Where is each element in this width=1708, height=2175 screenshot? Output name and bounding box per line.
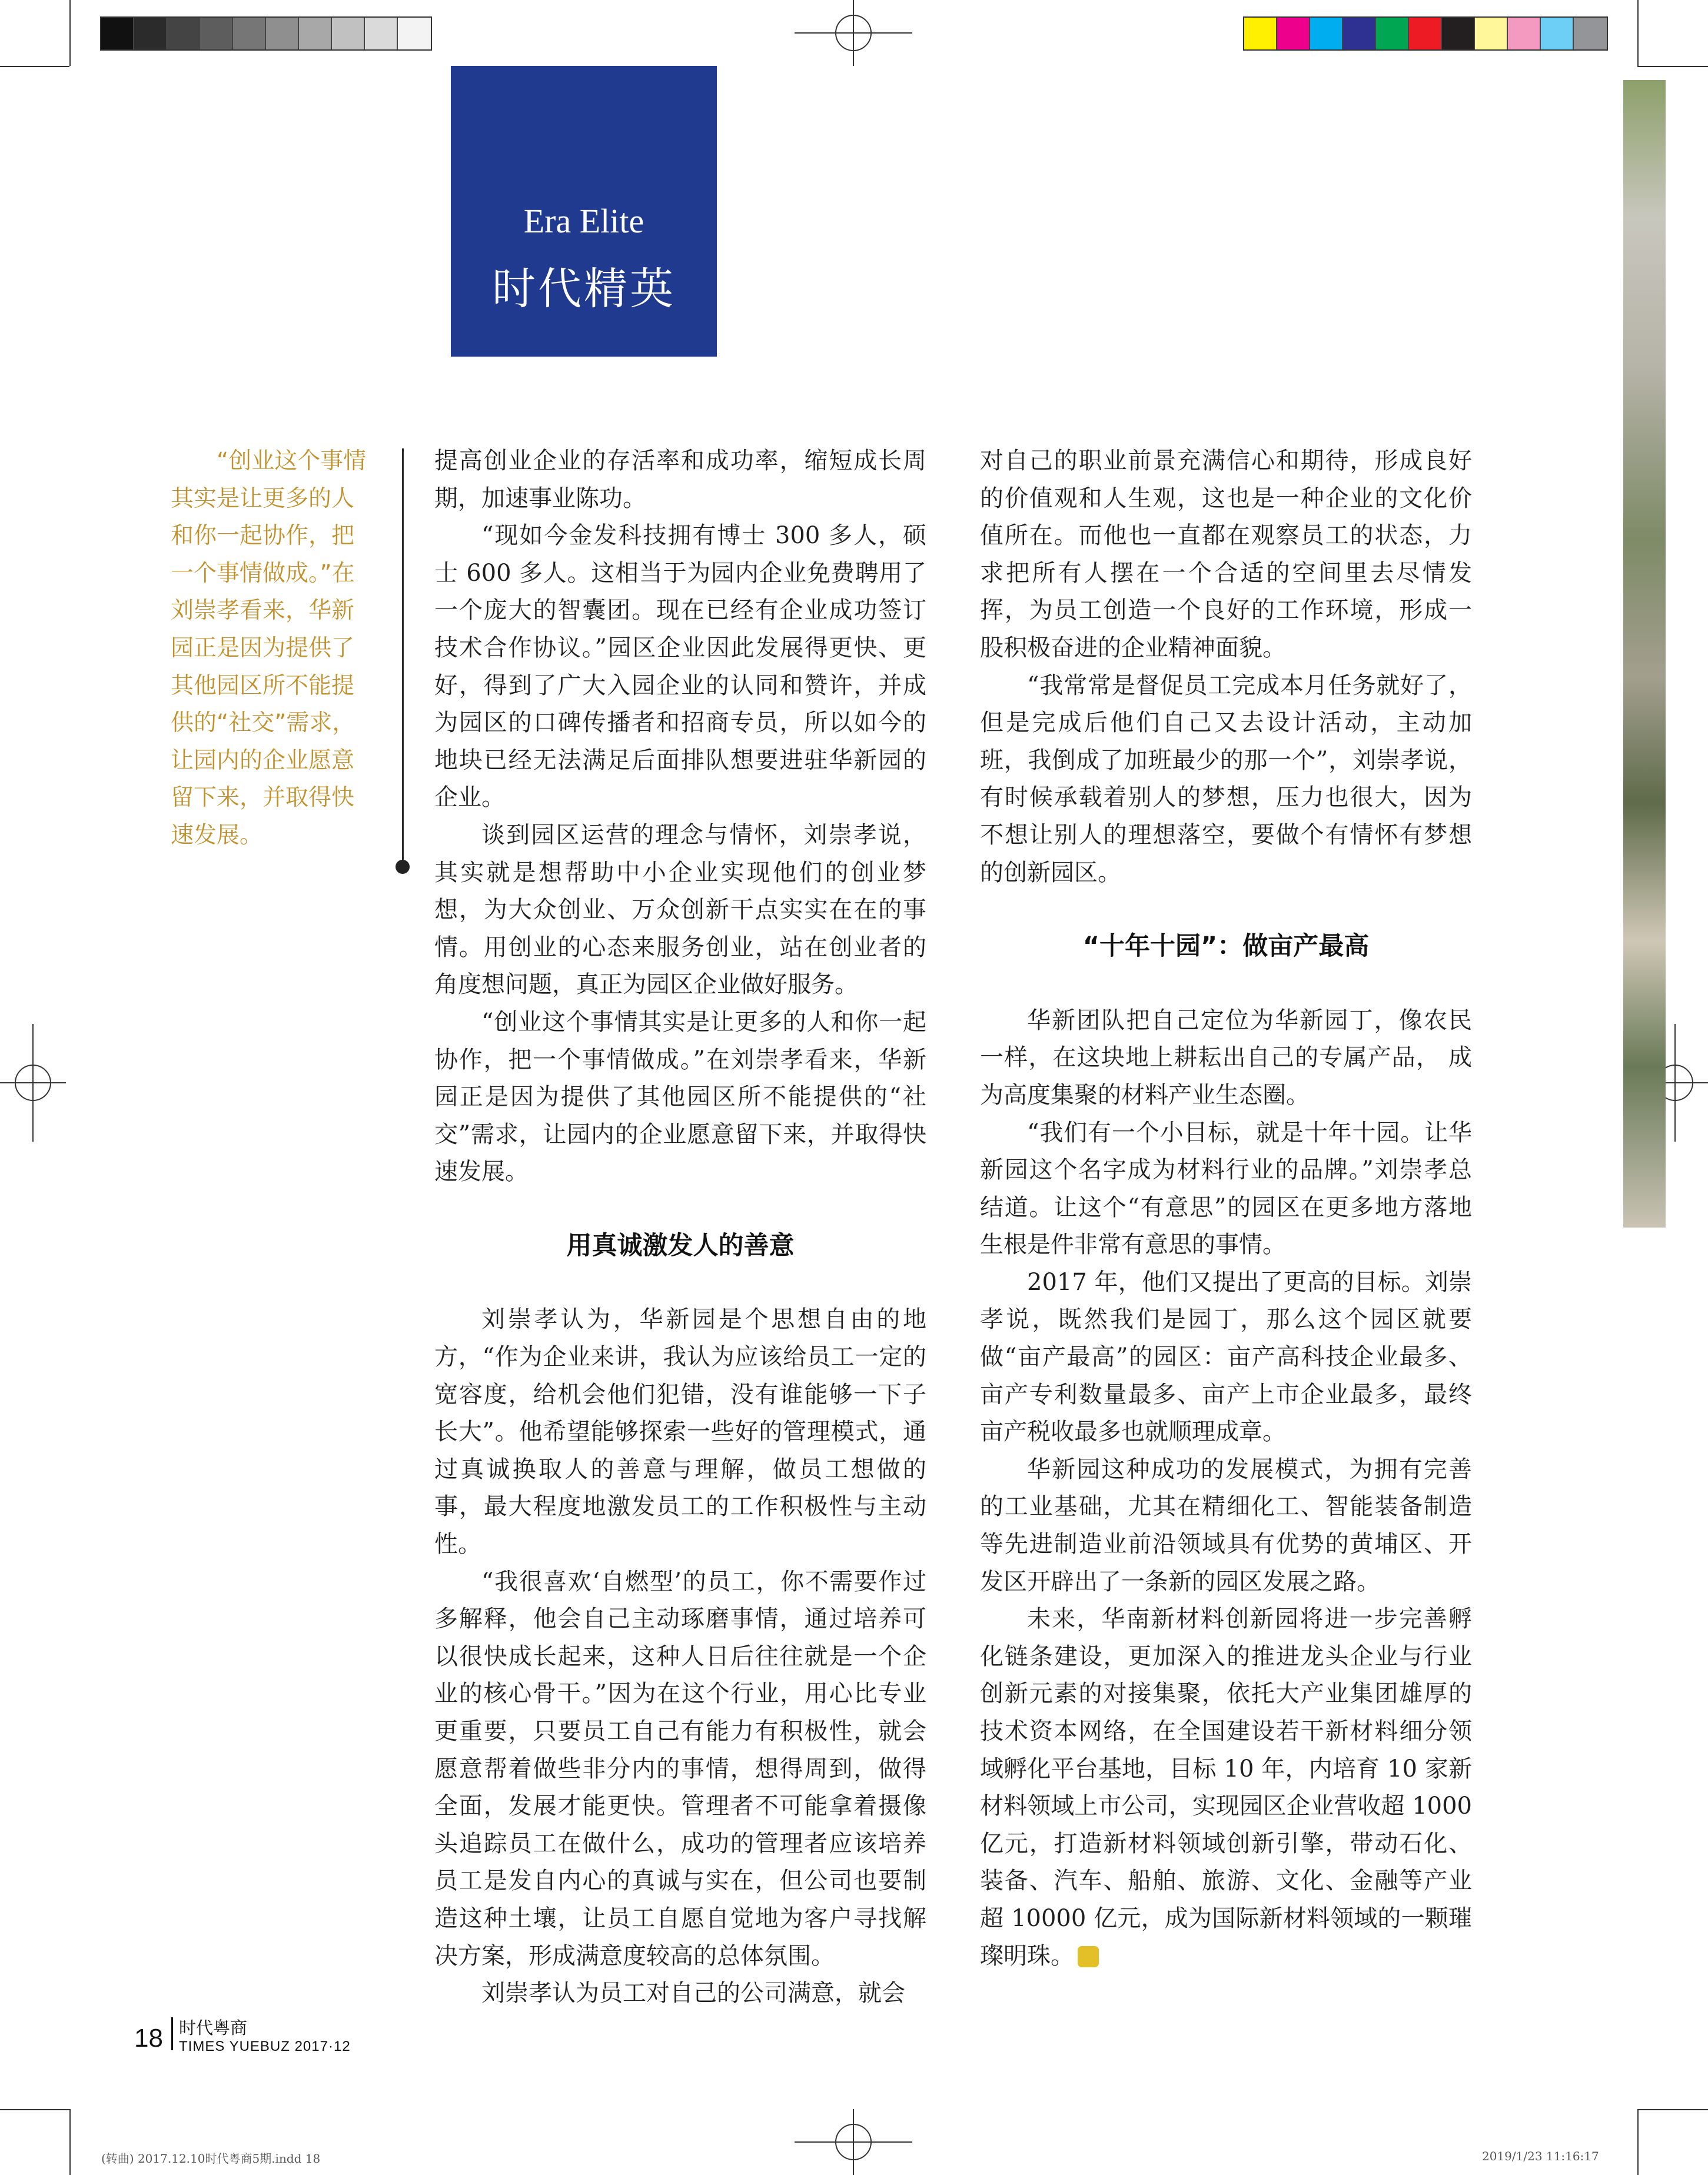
color-swatch: [332, 18, 365, 49]
pull-quote-text: “创业这个事情其实是让更多的人和你一起协作，把一个事情做成。”在刘崇孝看来，华新园正是因为提供了其他园区所不能提供的“社交”需求，让园内的企业愿意留下来，并取得快速发展。: [171, 448, 367, 849]
color-swatch: [1574, 18, 1607, 49]
color-swatch: [167, 18, 200, 49]
print-slug-date: 2019/1/23 11:16:17: [1482, 2149, 1599, 2163]
folio-divider: [171, 2017, 173, 2050]
subheading: “十年十园”：做亩产最高: [1082, 932, 1370, 962]
pull-quote-dot: [396, 860, 410, 874]
registration-mark-bottom: [795, 2109, 912, 2175]
crop-mark: [0, 2109, 69, 2110]
paragraph: 2017 年，他们又提出了更高的目标。刘崇孝说，既然我们是园丁，那么这个园区就要做“亩产最高”的园区：亩产高科技企业最多、亩产专利数量最多、亩产上市企业最多，最终亩产税收最多也就顺理成章。: [980, 1268, 1472, 1446]
article-column-2: [980, 443, 1472, 1975]
section-title-zh: 时代精英: [492, 264, 676, 314]
article-column-1: [434, 443, 926, 2013]
paragraph: “我常常是督促员工完成本月任务就好了，但是完成后他们自己又去设计活动，主动加班，我倒成了加班最少的那一个”，刘崇孝说，有时候承载着别人的梦想，压力也很大，因为不想让别人的理想落空，要做个有情怀有梦想的创新园区。: [980, 671, 1472, 886]
crop-mark: [69, 0, 71, 66]
color-swatch: [365, 18, 398, 49]
crop-mark: [1637, 0, 1639, 66]
color-swatch: [1310, 18, 1343, 49]
crop-mark: [1637, 2109, 1708, 2110]
registration-mark-top: [795, 0, 912, 66]
magazine-name-zh: 时代粤商: [179, 2018, 248, 2038]
subheading: 用真诚激发人的善意: [566, 1230, 795, 1261]
registration-mark-left: [0, 1024, 66, 1142]
color-swatch: [299, 18, 332, 49]
section-title-en: Era Elite: [523, 202, 644, 240]
color-calibration-bar: [1243, 16, 1608, 51]
end-mark-icon: [1078, 1946, 1099, 1967]
crop-mark: [69, 2109, 71, 2175]
section-header-box: [451, 66, 717, 357]
paragraph: 华新团队把自己定位为华新园丁，像农民一样，在这块地上耕耘出自己的专属产品， 成为高度集聚的材料产业生态圈。: [980, 1006, 1472, 1109]
crop-mark: [0, 66, 69, 67]
paragraph: “我很喜欢‘自燃型’的员工，你不需要作过多解释，他会自己主动琢磨事情，通过培养可以很快成长起来，这种人日后往往就是一个企业的核心骨干。”因为在这个行业，用心比专业更重要，只要员工自己有能力有积极性，就会愿意帮着做些非分内的事情，想得周到，做得全面，发展才能更快。管理者不可能拿着摄像头追踪员工在做什么，成功的管理者应该培养员工是发自内心的真诚与实在，但公司也要制造这种土壤，让员工自愿自觉地为客户寻找解决方案，形成满意度较高的总体氛围。: [434, 1568, 926, 1970]
color-swatch: [134, 18, 167, 49]
color-swatch: [1277, 18, 1310, 49]
color-swatch: [1475, 18, 1508, 49]
page-number: 18: [134, 2024, 163, 2053]
color-swatch: [1244, 18, 1277, 49]
color-swatch: [101, 18, 134, 49]
gray-calibration-bar: [100, 16, 432, 51]
paragraph: 谈到园区运营的理念与情怀，刘崇孝说，其实就是想帮助中小企业实现他们的创业梦想，为大众创业、万众创新干点实实在在的事情。用创业的心态来服务创业，站在创业者的角度想问题，真正为园区企业做好服务。: [434, 821, 926, 999]
color-swatch: [1343, 18, 1376, 49]
paragraph: 对自己的职业前景充满信心和期待，形成良好的价值观和人生观，这也是一种企业的文化价值所在。而他也一直都在观察员工的状态，力求把所有人摆在一个合适的空间里去尽情发挥，为员工创造一个良好的工作环境，形成一股积极奋进的企业精神面貌。: [980, 447, 1472, 661]
paragraph-final-text: 未来，华南新材料创新园将进一步完善孵化链条建设，更加深入的推进龙头企业与行业创新元素的对接集聚，依托大产业集团雄厚的技术资本网络，在全国建设若干新材料细分领域孵化平台基地，目标 10 年，内培育 10 家新材料领域上市公司，实现园区企业营收超 1000 亿元，打造新材料领域创新引擎，带动石化、装备、汽车、船舶、旅游、文化、金融等产业超 10000 亿元，成为国际新材料领域的一颗璀璨明珠。: [980, 1605, 1472, 1970]
paragraph: “我们有一个小目标，就是十年十园。让华新园这个名字成为材料行业的品牌。”刘崇孝总结道。让这个“有意思”的园区在更多地方落地生根是件非常有意思的事情。: [980, 1119, 1472, 1259]
paragraph: 华新园这种成功的发展模式，为拥有完善的工业基础，尤其在精细化工、智能装备制造等先进制造业前沿领域具有优势的黄埔区、开发区开辟出了一条新的园区发展之路。: [980, 1455, 1472, 1595]
color-swatch: [1409, 18, 1442, 49]
crop-mark: [1637, 2109, 1639, 2175]
color-swatch: [200, 18, 233, 49]
color-swatch: [1442, 18, 1475, 49]
paragraph: 提高创业企业的存活率和成功率，缩短成长周期，加速事业陈功。: [434, 447, 926, 512]
paragraph-final: [980, 1601, 1472, 1975]
magazine-name-en: TIMES YUEBUZ 2017·12: [179, 2038, 351, 2054]
color-swatch: [1541, 18, 1574, 49]
paragraph: “创业这个事情其实是让更多的人和你一起协作，把一个事情做成。”在刘崇孝看来，华新园正是因为提供了其他园区所不能提供的“社交”需求，让园内的企业愿意留下来，并取得快速发展。: [434, 1008, 926, 1186]
color-swatch: [1508, 18, 1541, 49]
print-slug-file: (转曲) 2017.12.10时代粤商5期.indd 18: [101, 2151, 321, 2166]
color-swatch: [266, 18, 299, 49]
pull-quote: [171, 443, 376, 854]
paragraph: 刘崇孝认为员工对自己的公司满意，就会: [481, 1980, 905, 2007]
color-swatch: [398, 18, 431, 49]
crop-mark: [1637, 66, 1708, 67]
paragraph: “现如今金发科技拥有博士 300 多人，硕士 600 多人。这相当于为园内企业免费聘用了一个庞大的智囊团。现在已经有企业成功签订技术合作协议。”园区企业因此发展得更快、更好，得到了广大入园企业的认同和赞许，并成为园区的口碑传播者和招商专员，所以如今的地块已经无法满足后面排队想要进驻华新园的企业。: [434, 522, 926, 812]
photo-edge-strip: [1623, 80, 1666, 1228]
color-swatch: [233, 18, 266, 49]
pull-quote-rule: [402, 448, 404, 864]
paragraph: 刘崇孝认为，华新园是个思想自由的地方，“作为企业来讲，我认为应该给员工一定的宽容度，给机会他们犯错，没有谁能够一下子长大”。他希望能够探索一些好的管理模式，通过真诚换取人的善意与理解，做员工想做的事，最大程度地激发员工的工作积极性与主动性。: [434, 1306, 926, 1558]
color-swatch: [1376, 18, 1409, 49]
